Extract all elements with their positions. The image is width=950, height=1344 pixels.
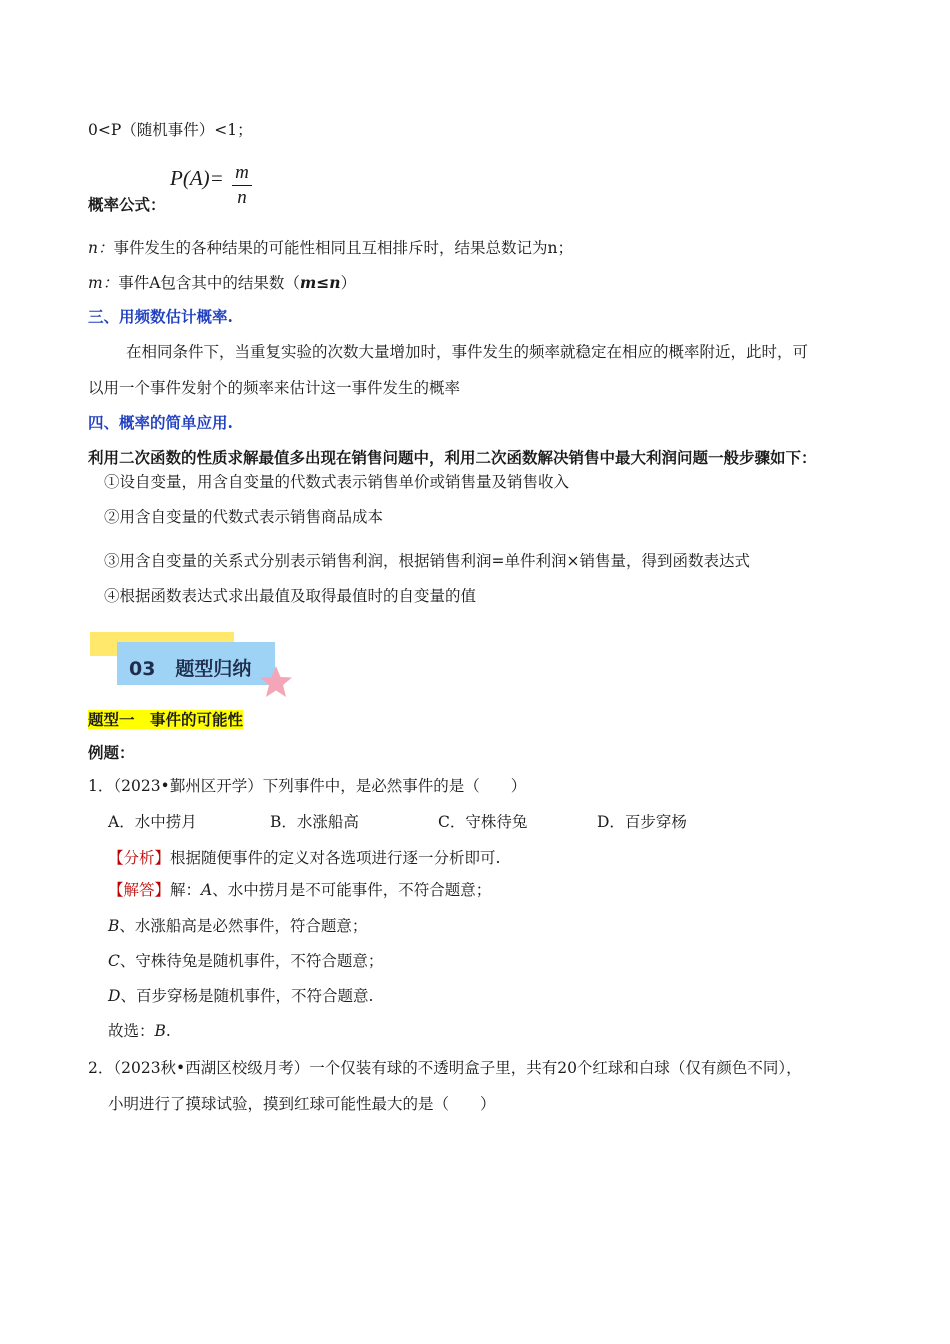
- conclusion-prefix: 故选：: [108, 1022, 155, 1040]
- q1-option-b: B．水涨船高: [270, 813, 359, 831]
- q1-answer-line-c: [108, 951, 383, 971]
- conclusion-suffix: .: [165, 1022, 171, 1040]
- formula-fraction: [232, 163, 252, 208]
- q1-analysis: [108, 848, 500, 868]
- answer-text-c: 、守株待兔是随机事件，不符合题意；: [119, 952, 384, 970]
- section4-title: 四、概率的简单应用.: [88, 413, 233, 432]
- answer-text-b: 、水涨船高是必然事件，符合题意；: [119, 917, 368, 935]
- q1-answer-line-a: [108, 880, 491, 900]
- step-2: ②用含自变量的代数式表示销售商品成本: [104, 508, 384, 526]
- type1-title: [88, 710, 243, 730]
- analysis-tag: 【分析】: [108, 849, 171, 867]
- q2-line2: 小明进行了摸球试验，摸到红球可能性最大的是（ ）: [108, 1095, 496, 1113]
- q1-answer-line-b: [108, 916, 367, 936]
- section3-para-line1: 在相同条件下，当重复实验的次数大量增加时，事件发生的频率就稳定在相应的概率附近，此时，可: [126, 343, 809, 361]
- m-var: m：: [88, 274, 119, 292]
- section3-title: 三、用频数估计概率.: [88, 307, 233, 326]
- n-text: 事件发生的各种结果的可能性相同且互相排斥时，结果总数记为n；: [113, 239, 573, 257]
- q1-option-c: C．守株待兔: [438, 813, 528, 831]
- banner-number: 03: [129, 658, 156, 680]
- section3-para-line2: 以用一个事件发射个的频率来估计这一事件发生的概率: [88, 379, 461, 397]
- answer-text-a: 、水中捞月是不可能事件，不符合题意；: [212, 881, 492, 899]
- step-3: ③用含自变量的关系式分别表示销售利润，根据销售利润=单件利润×销售量，得到函数表达式: [104, 552, 750, 570]
- q2-line1: 2．（2023秋•西湖区校级月考）一个仅装有球的不透明盒子里，共有20个红球和白球（仅有颜色不同），: [88, 1059, 802, 1077]
- m-text: 事件A包含其中的结果数（: [118, 274, 300, 292]
- m-condition: m≤n: [299, 273, 341, 292]
- answer-tag: 【解答】: [108, 881, 171, 899]
- q1-answer-line-d: [108, 986, 373, 1006]
- q1-option-a: A．水中捞月: [108, 813, 197, 831]
- m-close: ）: [340, 274, 357, 292]
- answer-head: 解：: [170, 881, 202, 899]
- n-var: n：: [88, 239, 114, 257]
- analysis-text: 根据随便事件的定义对各选项进行逐一分析即可.: [170, 849, 501, 867]
- answer-letter-d: D: [108, 987, 121, 1005]
- step-4: ④根据函数表达式求出最值及取得最值时的自变量的值: [104, 587, 477, 605]
- n-definition: [88, 238, 573, 258]
- example-label: 例题：: [88, 743, 135, 762]
- section4-lead: 利用二次函数的性质求解最值多出现在销售问题中，利用二次函数解决销售中最大利润问题一般步骤如下：: [88, 448, 817, 467]
- fraction-bar: [232, 185, 252, 186]
- answer-letter-b: B: [108, 917, 120, 935]
- probability-range: 0<P（随机事件）<1；: [88, 121, 253, 139]
- formula-denominator: n: [237, 187, 247, 208]
- q1-conclusion: [108, 1021, 171, 1041]
- conclusion-letter: B: [154, 1022, 166, 1040]
- m-definition: [88, 273, 356, 293]
- formula-label: 概率公式：: [88, 195, 166, 214]
- answer-letter-a: A: [201, 881, 213, 899]
- formula-numerator: m: [235, 162, 249, 183]
- q1-option-d: D．百步穿杨: [597, 813, 687, 831]
- banner-title: 题型归纳: [175, 658, 252, 680]
- answer-text-d: 、百步穿杨是随机事件，不符合题意.: [120, 987, 374, 1005]
- step-1: ①设自变量，用含自变量的代数式表示销售单价或销售量及销售收入: [104, 473, 570, 491]
- q1-stem: 1．（2023•鄞州区开学）下列事件中，是必然事件的是（ ）: [88, 777, 527, 795]
- star-icon: [258, 664, 294, 700]
- banner-heading: [129, 654, 251, 681]
- formula-lhs: P(A)=: [170, 166, 224, 190]
- type1-title-text: 题型一 事件的可能性: [88, 710, 244, 729]
- answer-letter-c: C: [108, 952, 120, 970]
